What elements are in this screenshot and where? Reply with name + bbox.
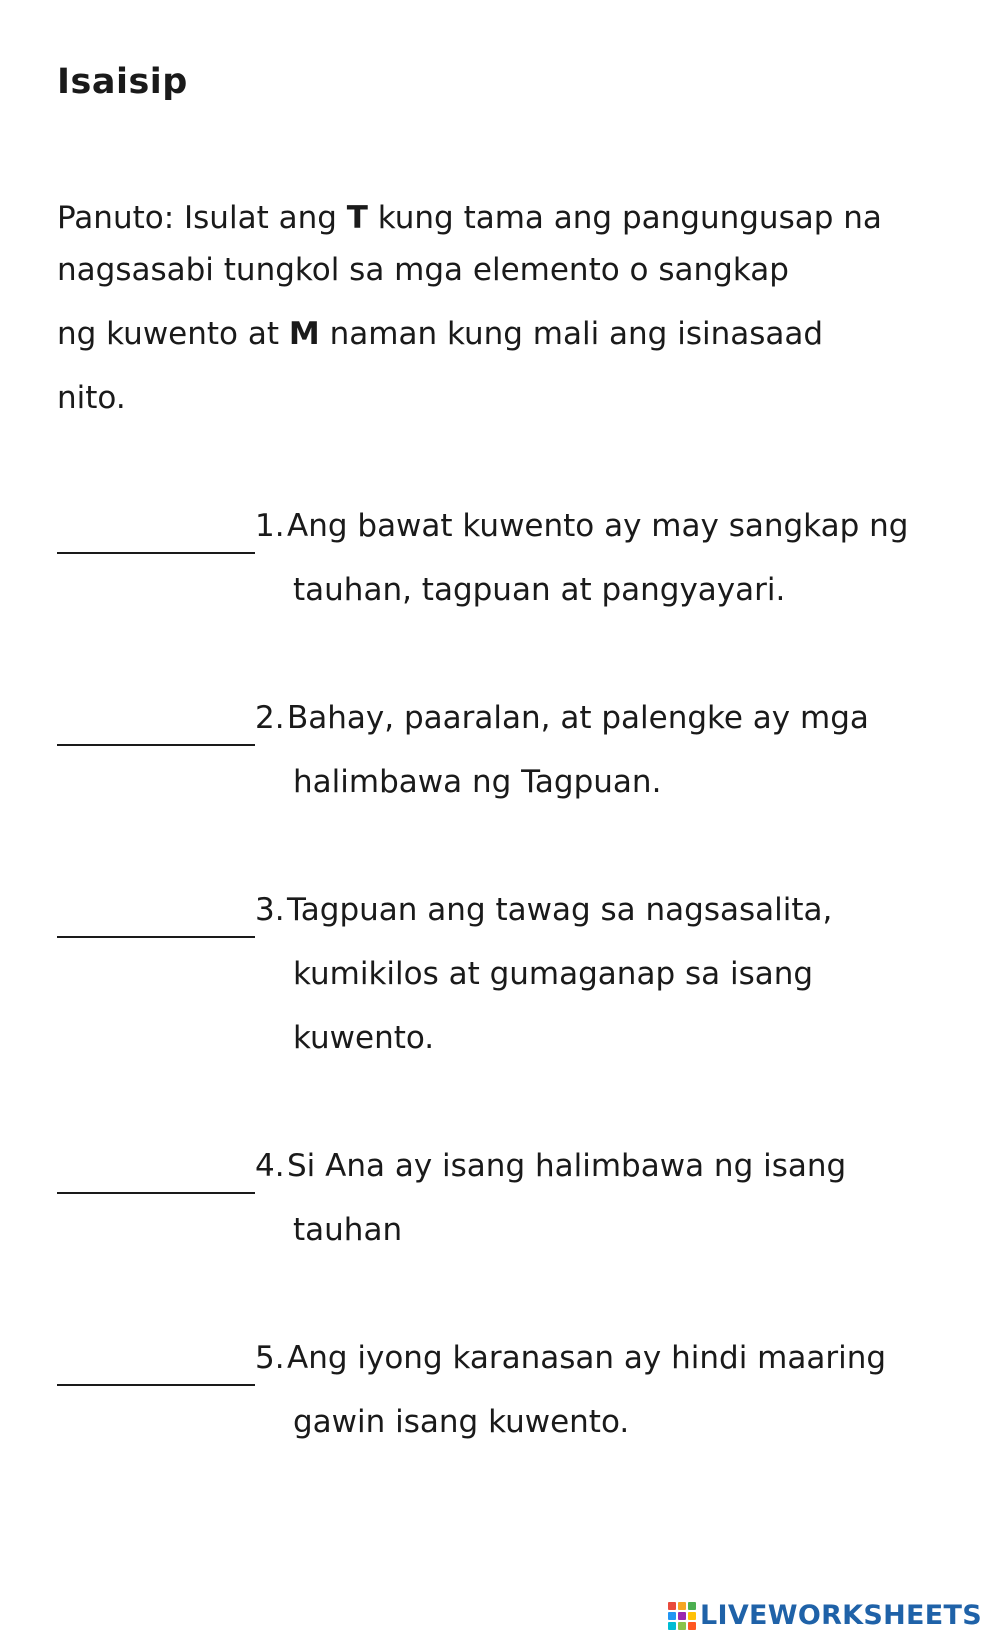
question-text-line: kumikilos at gumaganap sa isang: [293, 956, 814, 992]
logo-square: [688, 1602, 696, 1610]
question-number: 4.: [255, 1148, 285, 1184]
logo-square: [668, 1612, 676, 1620]
false-letter: M: [288, 316, 320, 352]
liveworksheets-logo: [668, 1600, 982, 1631]
answer-blank-3[interactable]: [57, 890, 255, 938]
logo-square: [678, 1612, 686, 1620]
instructions-line-2: nagsasabi tungkol sa mga elemento o sangkap: [57, 252, 789, 288]
instructions-text: ng kuwento at: [57, 316, 289, 352]
question-text-line: kuwento.: [293, 1020, 435, 1056]
instructions-text: kung tama ang pangungusap na: [367, 200, 882, 236]
instructions-line-1: [57, 200, 882, 236]
question-text-line: Si Ana ay isang halimbawa ng isang: [287, 1148, 847, 1184]
brand-name: LIVEWORKSHEETS: [699, 1600, 982, 1631]
instructions-line-3: [57, 316, 823, 352]
instructions-text: Panuto: Isulat ang: [57, 200, 347, 236]
question-number: 5.: [255, 1340, 285, 1376]
question-text-line: halimbawa ng Tagpuan.: [293, 764, 662, 800]
question-text-line: Bahay, paaralan, at palengke ay mga: [287, 700, 869, 736]
logo-square: [668, 1622, 676, 1630]
question-text-line: tauhan, tagpuan at pangyayari.: [293, 572, 786, 608]
instructions-text: naman kung mali ang isinasaad: [319, 316, 824, 352]
question-text-line: Ang bawat kuwento ay may sangkap ng: [287, 508, 909, 544]
logo-square: [688, 1622, 696, 1630]
question-number: 1.: [255, 508, 285, 544]
logo-square: [678, 1622, 686, 1630]
question-text-line: Tagpuan ang tawag sa nagsasalita,: [287, 892, 833, 928]
logo-square: [688, 1612, 696, 1620]
answer-blank-2[interactable]: [57, 698, 255, 746]
page-title: Isaisip: [57, 62, 188, 102]
question-text-line: tauhan: [293, 1212, 403, 1248]
question-number: 3.: [255, 892, 285, 928]
instructions-line-4: nito.: [57, 380, 126, 416]
question-text-line: Ang iyong karanasan ay hindi maaring: [287, 1340, 887, 1376]
logo-icon: [668, 1602, 696, 1630]
answer-blank-5[interactable]: [57, 1338, 255, 1386]
answer-blank-1[interactable]: [57, 506, 255, 554]
logo-square: [668, 1602, 676, 1610]
answer-blank-4[interactable]: [57, 1146, 255, 1194]
question-text-line: gawin isang kuwento.: [293, 1404, 630, 1440]
logo-square: [678, 1602, 686, 1610]
question-number: 2.: [255, 700, 285, 736]
true-letter: T: [346, 200, 368, 236]
